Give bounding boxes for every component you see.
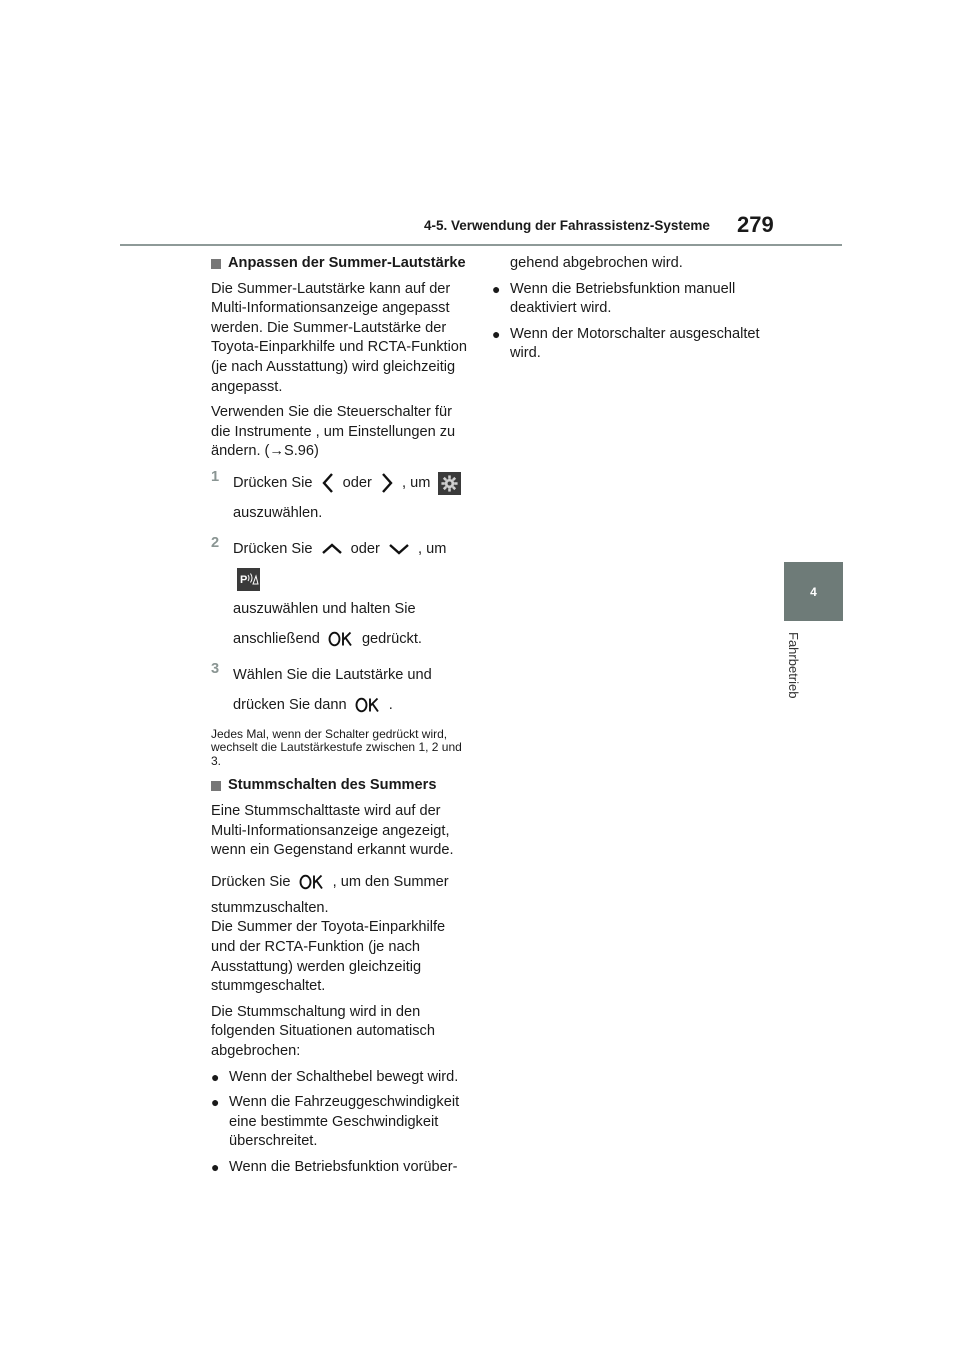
step-text: auszuwählen.: [233, 504, 323, 521]
square-bullet-icon: [211, 781, 221, 791]
left-column: [211, 254, 469, 1184]
list-item-text: Wenn die Fahrzeuggeschwindigkeit eine bestimmte Geschwindigkeit überschreitet.: [229, 1094, 460, 1150]
chapter-label: [786, 632, 802, 712]
heading-mute-text: Stummschalten des Summers: [228, 777, 437, 794]
step-text: Wählen Sie die Lautstärke und: [233, 666, 432, 683]
list-item: [492, 325, 762, 364]
chevron-up-icon: [321, 542, 343, 556]
bullet-dot-icon: ●: [492, 280, 501, 297]
ok-button-icon: [299, 874, 325, 890]
bullet-dot-icon: ●: [211, 1158, 220, 1175]
bullet-dot-icon: ●: [211, 1094, 220, 1111]
list-item: [211, 1093, 469, 1152]
chevron-down-icon: [388, 542, 410, 556]
ok-button-icon: [328, 631, 354, 647]
chapter-label-text: Fahrbetrieb: [786, 632, 801, 699]
ok-button-icon: [355, 697, 381, 713]
chevron-right-icon: [380, 472, 394, 494]
step-text: oder: [350, 540, 380, 557]
list-item: [211, 1158, 469, 1178]
step-text: , um: [417, 540, 447, 557]
step-2: [211, 534, 469, 654]
paragraph: Die Summer der Toyota-Einparkhilfe und der RCTA-Funktion (je nach Ausstattung) werden gleichzeitig stummgeschaltet.: [211, 919, 446, 995]
heading-mute: [211, 776, 469, 796]
list-item: [492, 280, 762, 319]
list-item: [211, 1068, 469, 1088]
section-title: 4-5. Verwendung der Fahrassistenz-Systeme: [424, 218, 710, 233]
heading-volume: [211, 254, 469, 274]
square-bullet-icon: [211, 259, 221, 269]
step-text: Drücken Sie: [233, 474, 313, 491]
step-3: [211, 660, 469, 720]
paragraph: Verwenden Sie die Steuerschalter für die Instrumente , um Einstellungen zu ändern. (→S.96): [211, 404, 456, 460]
note-text: Jedes Mal, wenn der Schalter gedrückt wird, wechselt die Lautstärkestufe zwischen 1, 2 und 3.: [211, 726, 462, 768]
step-text: auszuwählen und halten Sie: [233, 600, 416, 617]
chevron-left-icon: [321, 472, 335, 494]
paragraph: Die Stummschaltung wird in den folgenden Situationen automatisch abgebrochen:: [211, 1003, 435, 1059]
chapter-tab: 4: [784, 562, 843, 621]
paragraph-text: Drücken Sie: [211, 873, 291, 890]
paragraph: stummzuschalten.: [211, 899, 329, 916]
step-1: [211, 468, 469, 528]
page-number: 279: [737, 212, 774, 237]
paragraph-text: , um den Summer: [332, 873, 449, 890]
parking-assist-icon: [237, 568, 260, 591]
right-column: [492, 254, 762, 370]
step-text: gedrückt.: [361, 630, 422, 647]
svg-text:P: P: [239, 574, 247, 587]
step-text: .: [388, 696, 393, 713]
heading-volume-text: Anpassen der Summer-Lautstärke: [228, 255, 466, 271]
step-text: oder: [342, 474, 372, 491]
step-text: Drücken Sie: [233, 540, 313, 557]
bullet-dot-icon: ●: [211, 1068, 220, 1085]
header-rule: [120, 244, 842, 246]
list-item-text: Wenn der Motorschalter ausgeschaltet wird.: [510, 325, 760, 362]
step-text: anschließend: [233, 630, 320, 647]
bullet-dot-icon: ●: [492, 325, 501, 342]
paragraph: Die Summer-Lautstärke kann auf der Multi-Informationsanzeige angepasst werden. Die Summer-Lautstärke der Toyota-Einparkhilfe und RCTA-Funktion (je nach Ausstattung) wird gleichzeitig angepasst.: [211, 280, 468, 395]
settings-gear-icon: [438, 472, 461, 495]
step-number: 2: [211, 534, 220, 551]
list-item-text: Wenn die Betriebsfunktion vorüber-: [229, 1158, 458, 1175]
list-item-continuation: gehend abgebrochen wird.: [510, 255, 683, 271]
paragraph: Eine Stummschalttaste wird auf der Multi-Informationsanzeige angezeigt, wenn ein Gegenstand erkannt wurde.: [211, 803, 454, 859]
list-item-text: Wenn der Schalthebel bewegt wird.: [229, 1068, 459, 1085]
step-number: 3: [211, 660, 220, 677]
step-text: drücken Sie dann: [233, 696, 347, 713]
step-text: , um: [401, 474, 431, 491]
step-number: 1: [211, 468, 220, 485]
list-item-text: Wenn die Betriebsfunktion manuell deaktiviert wird.: [510, 280, 736, 317]
